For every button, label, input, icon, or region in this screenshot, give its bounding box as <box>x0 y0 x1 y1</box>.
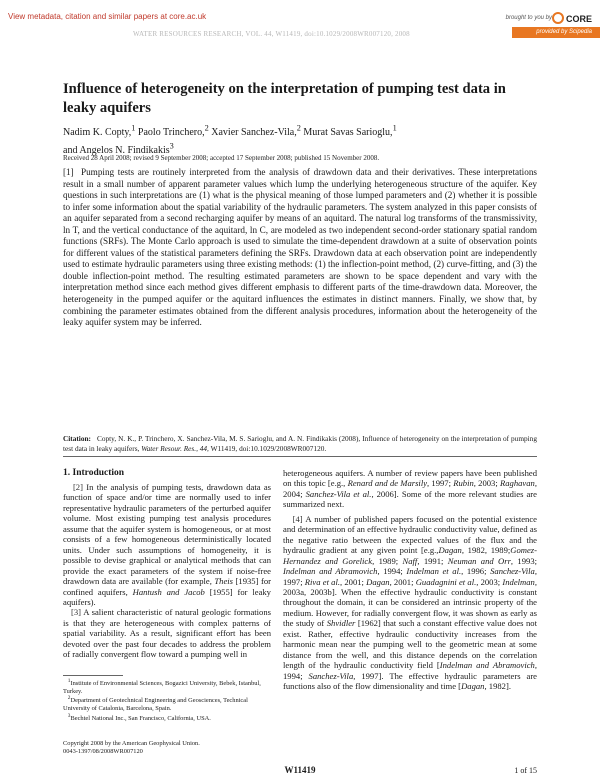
abstract-para-num: [1] <box>63 167 74 177</box>
footnote-3: $^3$Bechtel National Inc., San Francisco, California, USA. <box>67 712 211 722</box>
right-column <box>283 468 537 692</box>
citation-label: Citation: <box>63 434 91 443</box>
footnote-1: $^1$Institute of Environmental Sciences, Bogazici University, Bebek, Istanbul, Turkey. <box>63 678 261 695</box>
page-identifier: W11419 <box>284 765 316 775</box>
author-5: and Angelos N. Findikakis$^3$ <box>63 141 174 156</box>
left-column <box>63 468 271 660</box>
core-logo-icon <box>552 12 564 24</box>
citation: Citation: Copty, N. K., P. Trinchero, X. Sanchez-Vila, M. S. Sarioglu, and A. N. Findikakis (2008), Influence of heterogeneity on the interpretation of pumping test data in leaky aquifers, Water Resour. Res., 44, W11419, doi:10.1029/2008WR007120. <box>63 434 537 453</box>
author-2: Paolo Trinchero,$^2$ <box>135 124 209 139</box>
paragraph-3: [3] A salient characteristic of natural geologic formations is that they are heterogeneous with complex patterns of spatial variability. As a result, significant effort has been devoted over the past four decades to address the problem of radially convergent flow toward a pumping well in <box>63 607 271 660</box>
author-list <box>63 122 533 157</box>
author-1: Nadim K. Copty,$^1$ <box>63 124 136 139</box>
author-3: Xavier Sanchez-Vila,$^2$ <box>208 124 301 139</box>
core-brought-text: brought to you by <box>505 15 552 21</box>
received-dates: Received 28 April 2008; revised 9 September 2008; accepted 17 September 2008; published 15 November 2008. <box>63 154 380 162</box>
footnote-divider <box>63 675 123 676</box>
core-logo-text: CORE <box>565 14 592 24</box>
page-count: 1 of 15 <box>514 766 537 775</box>
footnote-2: $^2$Department of Geotechnical Engineering and Geosciences, Technical University of Catalonia, Barcelona, Spain. <box>63 695 248 713</box>
author-4: Murat Savas Sarioglu,$^1$ <box>300 124 397 139</box>
copyright: Copyright 2008 by the American Geophysical Union. 0043-1397/08/2008WR007120 <box>63 740 200 755</box>
paragraph-4: [4] A number of published papers focused on the potential existence and determination of an effective hydraulic conductivity value, defined as the negative ratio between the expected values of the flux and the hydraulic gradient at any given point [e.g.,Dagan, 1982, 1989;Gomez-Hernandez and Gorelick, 1989; Naff, 1991; Neuman and Orr, 1993; Indelman and Abramovich, 1994; Indelman et al., 1996; Sanchez-Vila, 1997; Riva et al., 2001; Dagan, 2001; Guadagnini et al., 2003; Indelman, 2003a, 2003b]. When the effective hydraulic conductivity is constant throughout the domain, it can be considered an intrinsic property of the medium. However, for radially convergent flow, it was shown as early as the study of Shvidler [1962] that such a constant effective value does not exist. Rather, effective hydraulic conductivity increases from the harmonic mean near the pumping well to the geometric mean at some distance from the well, and this distance depends on the correlation length of the hydraulic conductivity field [Indelman and Abramovich, 1994; Sanchez-Vila, 1997]. The effective hydraulic parameters are functions also of the flow dimensionality and time [Dagan, 1982]. <box>283 513 538 692</box>
footnotes <box>63 678 271 722</box>
journal-header: WATER RESOURCES RESEARCH, VOL. 44, W11419, doi:10.1029/2008WR007120, 2008 <box>133 30 410 38</box>
section-heading: 1. Introduction <box>63 468 125 478</box>
paragraph-2: [2] In the analysis of pumping tests, drawdown data as function of space and/or time are normally used to infer representative hydraulic parameters of the perturbed aquifer volume. Most existing pumping test analysis procedures assume that the aquifer system is homogeneous, or at most consists of a few homogeneous deterministically located units. Under such assumptions of homogeneity, it is possible to devise graphical or analytical methods that can provide the exact parameters of the system if noise-free drawdown data are available (for example, Theis [1935] for confined aquifers, Hantush and Jacob [1955] for leaky aquifers). <box>63 482 271 607</box>
core-provided-badge[interactable]: provided by Scipedia <box>512 27 600 38</box>
paper-title: Influence of heterogeneity on the interpretation of pumping test data in leaky aquifers <box>63 81 506 116</box>
abstract <box>63 167 537 329</box>
core-metadata-link[interactable]: View metadata, citation and similar papers at core.ac.uk <box>8 12 207 21</box>
paragraph-3-continued: heterogeneous aquifers. A number of review papers have been published on this topic [e.g., Renard and de Marsily, 1997; Rubin, 2003; Raghavan, 2004; Sanchez-Vila et al., 2006]. Some of the more relevant studies are summarized next. <box>283 468 538 510</box>
core-logo[interactable] <box>552 12 592 24</box>
abstract-text: Pumping tests are routinely interpreted from the analysis of drawdown data and their derivatives. These interpretations result in a small number of apparent parameter values which lump the underlying heterogeneous structure of the aquifer. Key questions in such interpretations are (1) what is the physical meaning of those lumped parameters and (2) whether it is possible to infer some information about the spatial variability of the hydraulic parameters. The system analyzed in this paper consists of an aquifer separated from a second recharging aquifer by means of an aquitard. The natural log transforms of the transmissivity, ln T, and the vertical conductance of the aquitard, ln C, are modeled as two independent second-order stationary spatial random functions (SRFs). The Monte Carlo approach is used to simulate the time-dependent drawdown at a suite of observation points for different values of the statistical parameters defining the SRFs. Drawdown data at each observation point are independently used to estimate hydraulic parameters using three existing methods: (1) the inflection-point method, (2) curve-fitting, and (3) the double inflection-point method. The resulting estimated parameters are shown to be space dependent and vary with the interpretation method since each method gives different emphasis to different parts of the time-drawdown data. Moreover, the heterogeneity in the pumped aquifer or the aquitard influences the estimates in distinct manners. Finally, we show that, by combining the parameter estimates obtained from the different analysis procedures, information about the heterogeneity of the leaky aquifer system may be inferred. <box>63 167 537 328</box>
divider <box>63 456 537 457</box>
